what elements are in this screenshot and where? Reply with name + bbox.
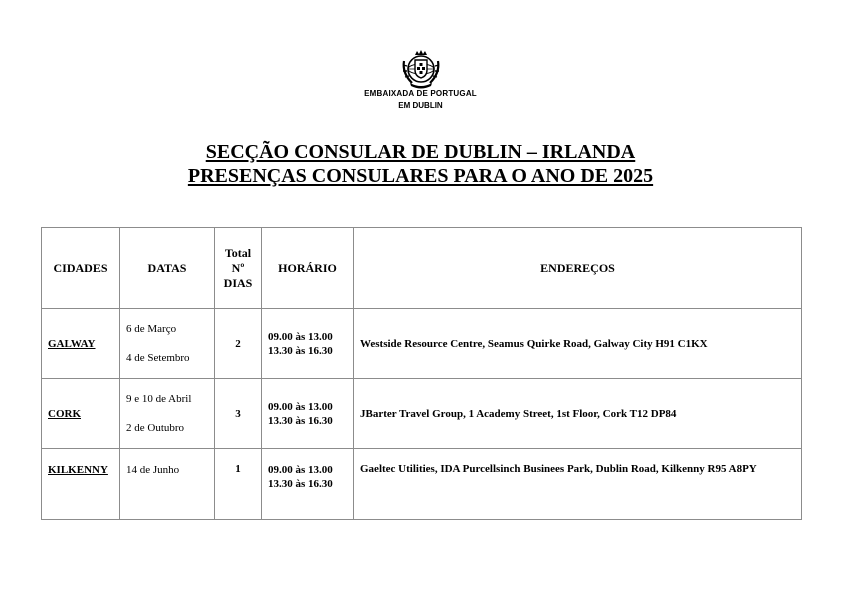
header-total-line3: DIAS: [223, 275, 253, 290]
date-line: 6 de Março: [126, 323, 177, 335]
header-enderecos: ENDEREÇOS: [354, 228, 802, 309]
header-datas: DATAS: [120, 228, 215, 309]
days-cell: 1: [215, 449, 262, 520]
table-row: [42, 309, 802, 379]
hours-morning: 09.00 às 13.00: [268, 464, 333, 476]
date-line: 9 e 10 de Abril: [126, 393, 192, 405]
header-total-line2: Nº: [231, 260, 245, 275]
hours-afternoon: 13.30 às 16.30: [268, 414, 333, 427]
header-cidades: CIDADES: [42, 228, 120, 309]
dates-cell: [120, 309, 215, 379]
city-cell: KILKENNY: [42, 449, 120, 520]
hours-morning: 09.00 às 13.00: [268, 330, 333, 343]
header-total-line1: Total: [224, 245, 252, 260]
page-subtitle: PRESENÇAS CONSULARES PARA O ANO DE 2025: [187, 165, 654, 187]
embassy-name: EMBAIXADA DE PORTUGAL: [364, 89, 477, 98]
date-line: 4 de Setembro: [126, 352, 190, 364]
dates-cell: [120, 379, 215, 449]
date-line: 2 de Outubro: [126, 422, 185, 434]
hours-cell: [262, 379, 354, 449]
hours-afternoon: 13.30 às 16.30: [268, 344, 333, 357]
dates-cell: [120, 449, 215, 520]
address-cell: JBarter Travel Group, 1 Academy Street, 1st Floor, Cork T12 DP84: [354, 379, 802, 449]
header-total-dias: [215, 228, 262, 309]
portugal-coat-of-arms-icon: [398, 49, 444, 89]
hours-afternoon: 13.30 às 16.30: [268, 478, 333, 490]
city-cell: GALWAY: [42, 309, 120, 379]
consular-schedule-table: [41, 227, 802, 520]
page-title: SECÇÃO CONSULAR DE DUBLIN – IRLANDA: [205, 141, 636, 163]
table-header-row: [42, 228, 802, 309]
address-cell: Gaeltec Utilities, IDA Purcellsinch Businees Park, Dublin Road, Kilkenny R95 A8PY: [354, 449, 802, 520]
hours-morning: 09.00 às 13.00: [268, 400, 333, 413]
table-row: [42, 379, 802, 449]
embassy-location: EM DUBLIN: [398, 101, 443, 110]
days-cell: 2: [215, 309, 262, 379]
city-cell: CORK: [42, 379, 120, 449]
days-cell: 3: [215, 379, 262, 449]
address-cell: Westside Resource Centre, Seamus Quirke Road, Galway City H91 C1KX: [354, 309, 802, 379]
date-line: 14 de Junho: [126, 464, 180, 476]
header-horario: HORÁRIO: [262, 228, 354, 309]
hours-cell: [262, 449, 354, 520]
table-row: [42, 449, 802, 520]
hours-cell: [262, 309, 354, 379]
